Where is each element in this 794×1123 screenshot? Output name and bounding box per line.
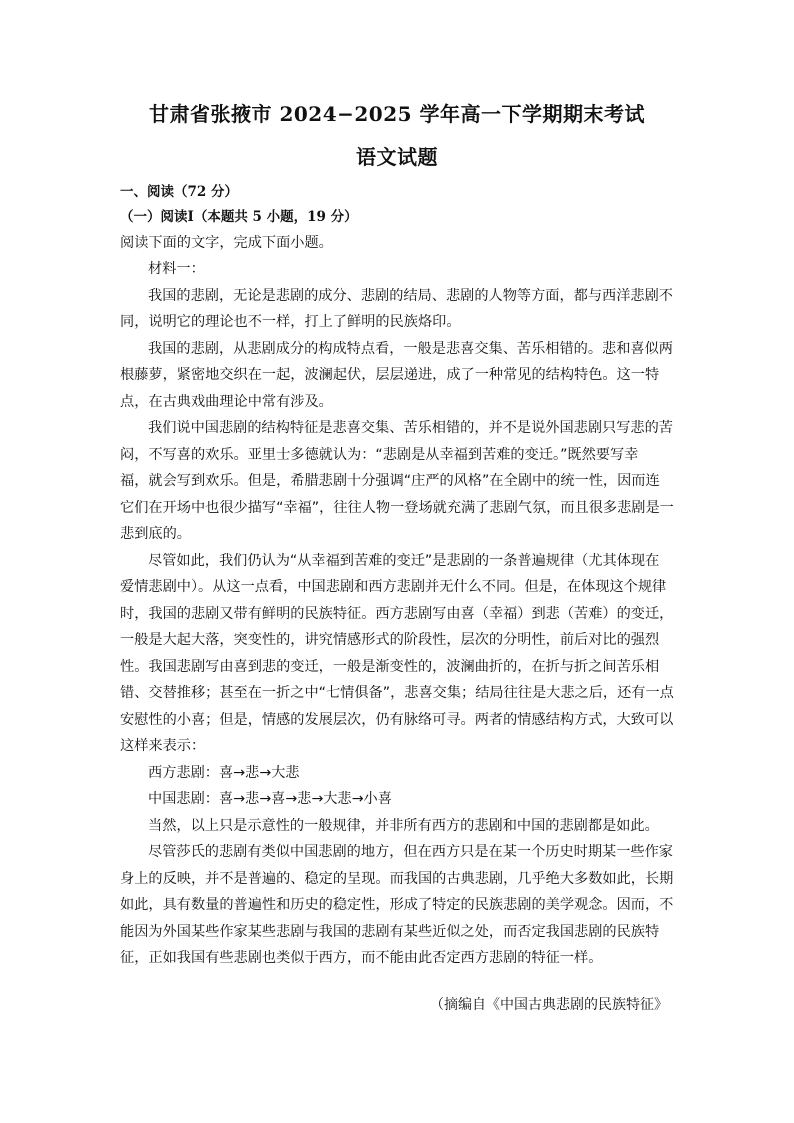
passage-line: 错、交替推移；甚至在一折之中“七情俱备”，悲喜交集；结局往往是大悲之后，还有一点 [120, 685, 674, 701]
passage-line: 福，就会写到欢乐。但是，希腊悲剧十分强调“庄严的风格”在全剧中的统一性，因而连 [120, 473, 660, 489]
passage-line: 中国悲剧：喜→悲→喜→悲→大悲→小喜 [148, 791, 392, 807]
material-label: 材料一： [148, 261, 205, 277]
passage-lines [120, 283, 678, 972]
passage-line: 如此，具有数量的普遍性和历史的稳定性，形成了特定的民族悲剧的美学观念。因而，不 [120, 897, 674, 913]
passage-line: 征，正如我国有些悲剧也类似于西方，而不能由此否定西方悲剧的特征一样。 [120, 950, 603, 966]
passage-line: 时，我国的悲剧又带有鲜明的民族特征。西方悲剧写由喜（幸福）到悲（苦难）的变迁， [120, 605, 674, 622]
passage-line: 根藤萝，紧密地交织在一起，波澜起伏，层层递进，成了一种常见的结构特色。这一特 [120, 367, 660, 383]
passage-line: 能因为外国某些作家某些悲剧与我国的悲剧有某些近似之处，而否定我国悲剧的民族特 [120, 923, 660, 940]
passage-line: 我国的悲剧，无论是悲剧的成分、悲剧的结局、悲剧的人物等方面，都与西洋悲剧不 [148, 287, 673, 304]
passage-line: 一般是大起大落，突变性的，讲究情感形式的阶段性，层次的分明性，前后对比的强烈 [120, 632, 660, 648]
passage-line: 性。我国悲剧写由喜到悲的变迁，一般是渐变性的，波澜曲折的，在折与折之间苦乐相 [120, 658, 660, 675]
section-heading: 一、阅读（72 分） [120, 184, 238, 200]
passage-line: 它们在开场中也很少描写“幸福”，往往人物一登场就充满了悲剧气氛，而且很多悲剧是一 [120, 499, 674, 516]
exam-subtitle: 语文试题 [356, 145, 438, 169]
passage-line: 点，在古典戏曲理论中常有涉及。 [120, 393, 333, 410]
reading-instruction [120, 230, 678, 257]
passage-line: 尽管如此，我们仍认为“从幸福到苦难的变迁”是悲剧的一条普遍规律（尤其体现在 [148, 552, 660, 569]
passage-line: 我国的悲剧，从悲剧成分的构成特点看，一般是悲喜交集、苦乐相错的。悲和喜似两 [148, 340, 673, 357]
passage-line: 身上的反映，并不是普遍的、稳定的呈现。而我国的古典悲剧，几乎绝大多数如此，长期 [120, 870, 674, 887]
passage-line: 当然，以上只是示意性的一般规律，并非所有西方的悲剧和中国的悲剧都是如此。 [148, 817, 659, 834]
passage-line: 尽管莎氏的悲剧有类似中国悲剧的地方，但在西方只是在某一个历史时期某一些作家 [148, 844, 673, 860]
passage-line: 西方悲剧：喜→悲→大悲 [148, 764, 300, 781]
passage-body [120, 256, 678, 972]
passage-source: （摘编自《中国古典悲剧的民族特征》 [430, 997, 668, 1013]
passage-line: 爱情悲剧中）。从这一点看，中国悲剧和西方悲剧并无什么不同。但是，在体现这个规律 [120, 579, 667, 595]
passage-line: 我们说中国悲剧的结构特征是悲喜交集、苦乐相错的，并不是说外国悲剧只写悲的苦 [148, 420, 673, 436]
subsection-heading: （一）阅读Ⅰ（本题共 5 小题，19 分） [120, 209, 358, 225]
exam-title: 甘肃省张掖市 2024−2025 学年高一下学期期末考试 [148, 102, 645, 126]
passage-line: 悲到底的。 [120, 526, 191, 542]
instruction-line: 阅读下面的文字，完成下面小题。 [120, 235, 333, 251]
passage-line: 闷，不写喜的欢乐。亚里士多德就认为：“悲剧是从幸福到苦难的变迁。”既然要写幸 [120, 446, 639, 463]
passage-line: 这样来表示： [120, 738, 206, 754]
passage-line: 同，说明它的理论也不一样，打上了鲜明的民族烙印。 [120, 314, 461, 330]
passage-line: 安慰性的小喜；但是，情感的发展层次，仍有脉络可寻。两者的情感结构方式，大致可以 [120, 711, 674, 728]
